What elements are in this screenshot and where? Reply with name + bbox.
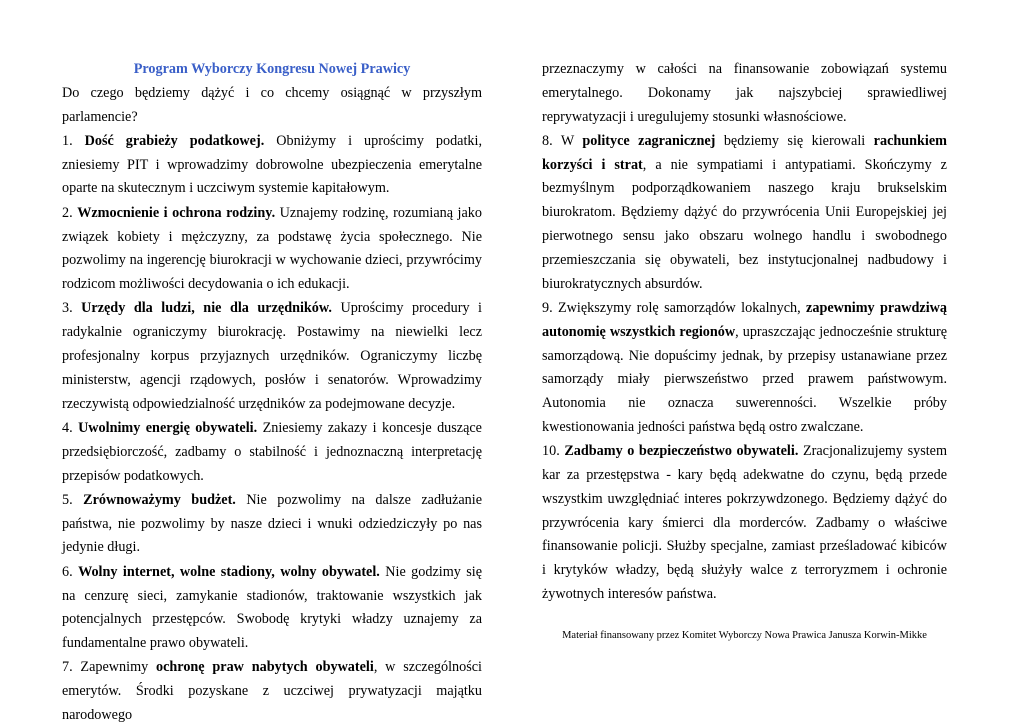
point-8 xyxy=(542,130,947,297)
point-9 xyxy=(542,297,947,440)
point-9-seg-2: , upraszczając jednocześnie strukturę samorządową. Nie dopuścimy jednak, by przepisy ustanawiane przez samorządy miały pierwszeństwo przed prawem państwowym. Autonomia nie oznacza suwerenności. Wszelkie próby kwestionowania jedności państwa będą ostro zwalczane. xyxy=(542,323,948,435)
point-5-seg-1: Zrównoważymy budżet. xyxy=(83,491,236,508)
point-1-seg-2: Obniżymy i uprościmy podatki, zniesiemy PIT i wprowadzimy dobrowolne ubezpieczenia emerytalne oparte na skutecznym i uczciwym systemie kapitałowym. xyxy=(62,132,483,197)
point-2-seg-2: Uznajemy rodzinę, rozumianą jako związek kobiety i mężczyzny, za podstawę życia społecznego. Nie pozwolimy na ingerencję biurokracji w wychowanie dzieci, przywrócimy rodzicom możliwości decydowania o ich edukacji. xyxy=(62,204,482,293)
intro-question: Do czego będziemy dążyć i co chcemy osiągnąć w przyszłym parlamencie? xyxy=(62,84,482,125)
point-4-seg-1: Uwolnimy energię obywateli. xyxy=(78,419,258,436)
point-3-seg-0: 3. xyxy=(62,300,82,317)
point-8-seg-1: polityce zagranicznej xyxy=(582,132,716,149)
point-8-seg-2: będziemy się kierowali xyxy=(715,132,874,149)
point-2-seg-1: Wzmocnienie i ochrona rodziny. xyxy=(77,204,276,221)
point-3 xyxy=(62,297,482,416)
point-6 xyxy=(62,561,482,656)
point-7-start xyxy=(62,656,482,727)
right-column xyxy=(542,58,947,607)
point-5-seg-2: Nie pozwolimy na dalsze zadłużanie państwa, nie pozwolimy by nasze dzieci i wnuki odziedziczyły po nas jedynie długi. xyxy=(62,491,482,556)
document-title: Program Wyborczy Kongresu Nowej Prawicy xyxy=(133,61,411,77)
point-6-seg-1: Wolny internet, wolne stadiony, wolny obywatel. xyxy=(78,563,380,580)
point-3-seg-1: Urzędy dla ludzi, nie dla urzędników. xyxy=(81,300,332,317)
point-10 xyxy=(542,440,947,607)
point-2 xyxy=(62,202,482,297)
point-7-seg-1: ochronę praw nabytych obywateli xyxy=(156,659,374,676)
point-5 xyxy=(62,489,482,560)
footer-note: Materiał finansowany przez Komitet Wyborczy Nowa Prawica Janusza Korwin-Mikke xyxy=(562,630,927,641)
point-2-seg-0: 2. xyxy=(62,204,78,221)
point-10-seg-2: Zracjonalizujemy system kar za przestępstwa - kary będą adekwatne do czynu, będą przede wszystkim uwzględniać interes pokrzywdzonego. Będziemy dążyć do przywrócenia kary śmierci dla morderców. Zadbamy o właściwe finansowanie policji. Służby specjalne, zamiast prześladować kibiców i krytyków władzy, będą służyły walce z terroryzmem i ochronie żywotnych interesów państwa. xyxy=(542,443,948,603)
point-9-seg-1: zapewnimy prawdziwą autonomię wszystkich regionów xyxy=(542,299,947,340)
point-8-seg-4: , a nie sympatiami i antypatiami. Skończymy z bezmyślnym podporządkowaniem naszego kraju brukselskim biurokratom. Będziemy dążyć do przywrócenia Unii Europejskiej jej pierwotnego sensu jako obszaru wolnego handlu i swobodnego przemieszczania się obywateli, bez instytucjonalnej nadbudowy i biurokratycznych absurdów. xyxy=(542,156,947,292)
point-7-continuation: przeznaczymy w całości na finansowanie zobowiązań systemu emerytalnego. Dokonamy jak najszybciej sprawiedliwej reprywatyzacji i uregulujemy stosunki własnościowe. xyxy=(542,61,947,125)
point-1 xyxy=(62,130,482,201)
point-7-seg-2-start: , w szczególności emerytów. Środki pozyskane z uczciwej prywatyzacji majątku narodowego xyxy=(62,659,482,724)
point-5-seg-0: 5. xyxy=(62,491,84,508)
point-4-seg-2: Zniesiemy zakazy i koncesje duszące przedsiębiorczość, zadbamy o stabilność i jednoznaczną interpretację przepisów podatkowych. xyxy=(62,419,482,484)
point-6-seg-0: 6. xyxy=(62,563,79,580)
point-8-seg-0: 8. W xyxy=(542,132,583,149)
point-4-seg-0: 4. xyxy=(62,419,79,436)
point-8-seg-3: rachunkiem korzyści i strat xyxy=(542,132,947,173)
left-column xyxy=(62,58,482,728)
point-10-seg-1: Zadbamy o bezpieczeństwo obywateli. xyxy=(564,443,799,460)
point-7-seg-0: 7. Zapewnimy xyxy=(62,659,156,676)
point-6-seg-2: Nie godzimy się na cenzurę sieci, zamykanie stadionów, traktowanie wszystkich jak potencjalnych przestępców. Swobodę krytyki władzy uznajemy za fundamentalne prawo obywateli. xyxy=(62,563,482,652)
point-1-seg-0: 1. xyxy=(62,132,85,149)
point-10-seg-0: 10. xyxy=(542,443,565,460)
point-3-seg-2: Uprościmy procedury i radykalnie ograniczymy biurokrację. Postawimy na niewielki lecz profesjonalny korpus przyjaznych urzędników. Ograniczymy liczbę ministerstw, agencji rządowych, posłów i senatorów. Wprowadzimy rzeczywistą odpowiedzialność urzędników za podejmowane decyzje. xyxy=(62,300,483,412)
point-4 xyxy=(62,417,482,488)
point-1-seg-1: Dość grabieży podatkowej. xyxy=(84,132,265,149)
point-9-seg-0: 9. Zwiększymy rolę samorządów lokalnych, xyxy=(542,299,807,316)
